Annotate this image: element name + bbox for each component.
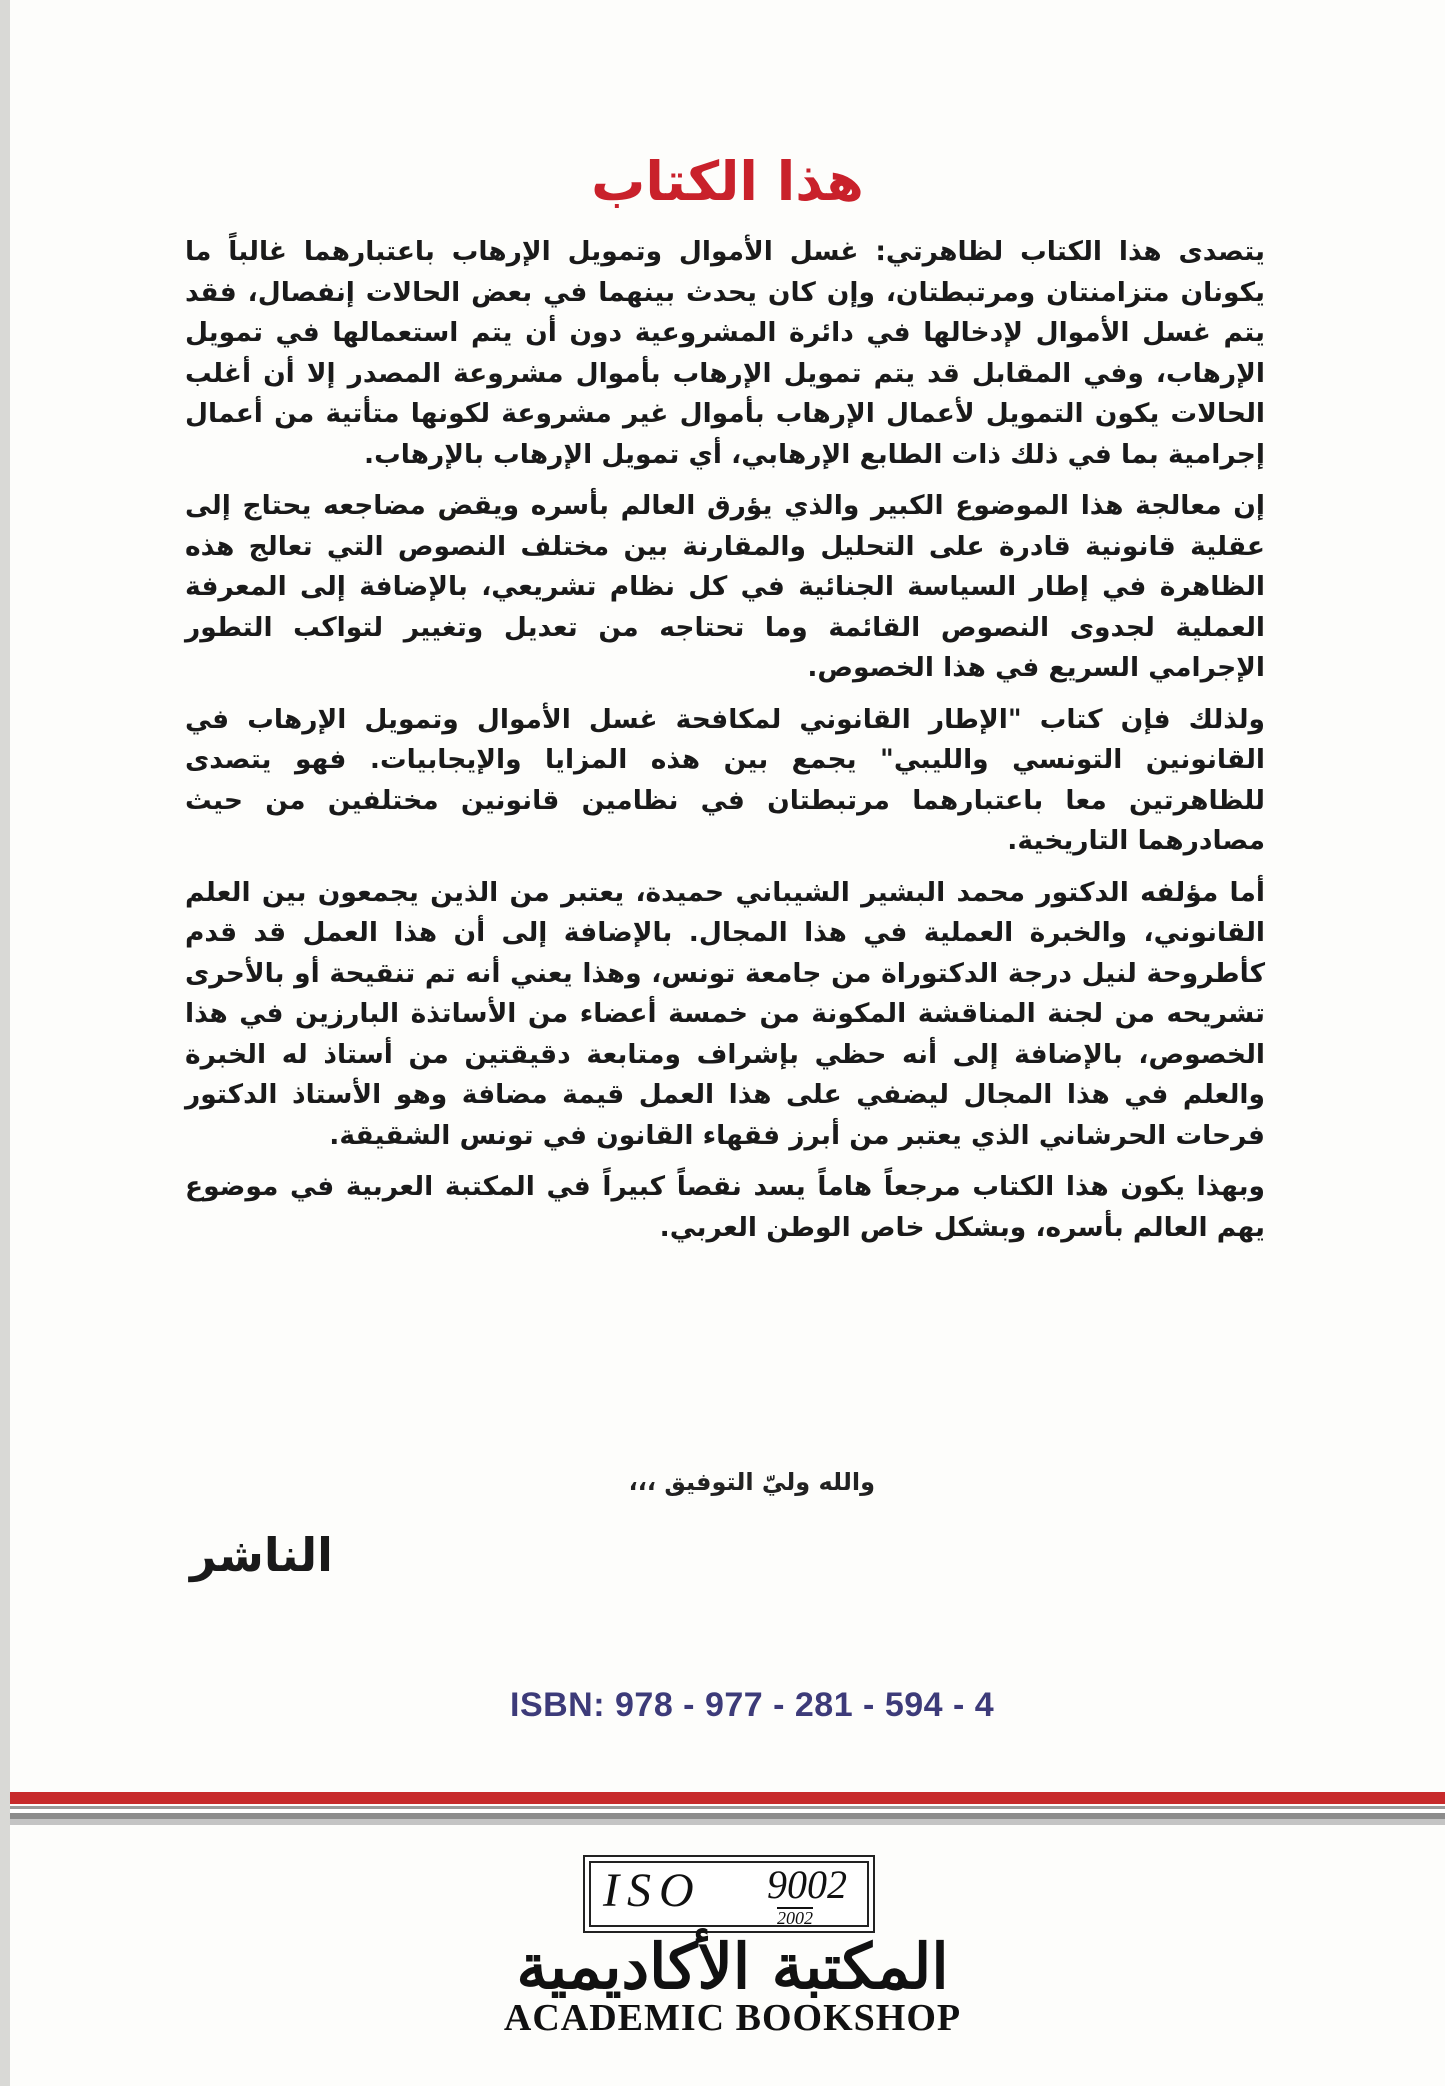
- publisher-signature: الناشر: [190, 1528, 333, 1582]
- description-paragraph-1: يتصدى هذا الكتاب لظاهرتي: غسل الأموال وتمويل الإرهاب باعتبارهما غالباً ما يكونان متزامنتان ومرتبطتان، وإن كان يحدث بينهما في بعض الحالات إنفصال، فقد يتم غسل الأموال لإدخالها في دائرة المشروعية دون أن يتم استعمالها في تمويل الإرهاب، وفي المقابل قد يتم تمويل الإرهاب بأموال مشروعة المصدر إلا أن أغلب الحالات يكون التمويل لأعمال الإرهاب بأموال غير مشروعة لكونها متأتية من أعمال إجرامية بما في ذلك ذات الطابع الإرهابي، أي تمويل الإرهاب بالإرهاب.: [185, 236, 1265, 470]
- iso-standard-number: 9002: [767, 1862, 847, 1907]
- closing-phrase: والله وليّ التوفيق ،،،: [628, 1468, 875, 1496]
- description-paragraph-3: ولذلك فإن كتاب "الإطار القانوني لمكافحة غسل الأموال وتمويل الإرهاب في القانونين التونسي والليبي" يجمع بين هذه المزايا والإيجابيات. فهو يتصدى للظاهرتين معا باعتبارهما مرتبطتان في نظامين قانونين مختلفين من حيث مصادرهما التاريخية.: [185, 703, 1265, 856]
- publisher-logo-english: ACADEMIC BOOKSHOP: [503, 1997, 962, 2039]
- cover-title: هذا الكتاب: [591, 150, 864, 213]
- iso-year: 2002: [777, 1908, 813, 1928]
- description-paragraph-4: أما مؤلفه الدكتور محمد البشير الشيباني حميدة، يعتبر من الذين يجمعون بين العلم القانوني، والخبرة العملية في هذا المجال. بالإضافة إلى أن هذا العمل قد قدم كأطروحة لنيل درجة الدكتوراة من جامعة تونس، وهذا يعني أنه تم تنقيحة أو بالأحرى تشريحه من لجنة المناقشة المكونة من خمسة أعضاء من الأساتذة البارزين في هذا الخصوص، بالإضافة إلى أنه حظي بإشراف ومتابعة دقيقتين من أستاذ له الخبرة والعلم في هذا المجال ليضفي على هذا العمل قيمة مضافة وهو الأستاذ الدكتور فرحات الحرشاني الذي يعتبر من أبرز فقهاء القانون في تونس الشقيقة.: [185, 876, 1265, 1151]
- cover-description: [185, 232, 1265, 1259]
- iso-certification-badge: [583, 1855, 875, 1933]
- description-paragraph-5: وبهذا يكون هذا الكتاب مرجعاً هاماً يسد نقصاً كبيراً في المكتبة العربية في موضوع يهم العالم بأسره، وبشكل خاص الوطن العربي.: [185, 1171, 1265, 1243]
- iso-label: ISO: [603, 1864, 702, 1917]
- red-divider-stripe: [10, 1792, 1445, 1804]
- publisher-logo-arabic: المكتبة الأكاديمية: [516, 1930, 949, 2003]
- light-divider-stripe: [10, 1819, 1445, 1825]
- description-paragraph-2: إن معالجة هذا الموضوع الكبير والذي يؤرق العالم بأسره ويقض مضاجعه يحتاج إلى عقلية قانونية قادرة على التحليل والمقارنة بين مختلف النصوص التي تعالج هذه الظاهرة في إطار السياسة الجنائية في كل نظام تشريعي، بالإضافة إلى المعرفة العملية لجدوى النصوص القائمة وما تحتاجه من تعديل وتغيير لتواكب التطور الإجرامي السريع في هذا الخصوص.: [185, 490, 1265, 683]
- isbn-number: ISBN: 978 - 977 - 281 - 594 - 4: [510, 1686, 995, 1724]
